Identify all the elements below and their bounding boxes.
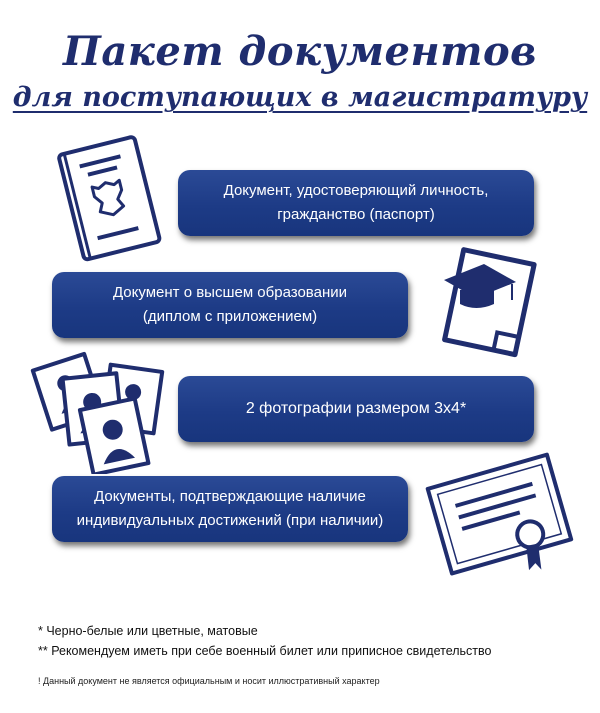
footnote-military-id: ** Рекомендуем иметь при себе военный билет или приписное свидетельство — [38, 644, 492, 658]
achievements-card: Документы, подтверждающие наличие индивидуальных достижений (при наличии) — [52, 476, 408, 542]
passport-card: Документ, удостоверяющий личность, гражданство (паспорт) — [178, 170, 534, 236]
photos-icon — [30, 348, 170, 474]
disclaimer: ! Данный документ не является официальным и носит иллюстративный характер — [38, 676, 380, 686]
certificate-icon — [420, 446, 580, 586]
diploma-card: Документ о высшем образовании (диплом с приложением) — [52, 272, 408, 338]
photos-card: 2 фотографии размером 3х4* — [178, 376, 534, 442]
diploma-graduation-cap-icon — [424, 236, 554, 362]
passport-icon — [48, 130, 173, 265]
footnote-photos: * Черно-белые или цветные, матовые — [38, 624, 258, 638]
page-subtitle: для поступающих в магистратуру — [12, 82, 588, 113]
page-title: Пакет документов — [63, 28, 537, 75]
